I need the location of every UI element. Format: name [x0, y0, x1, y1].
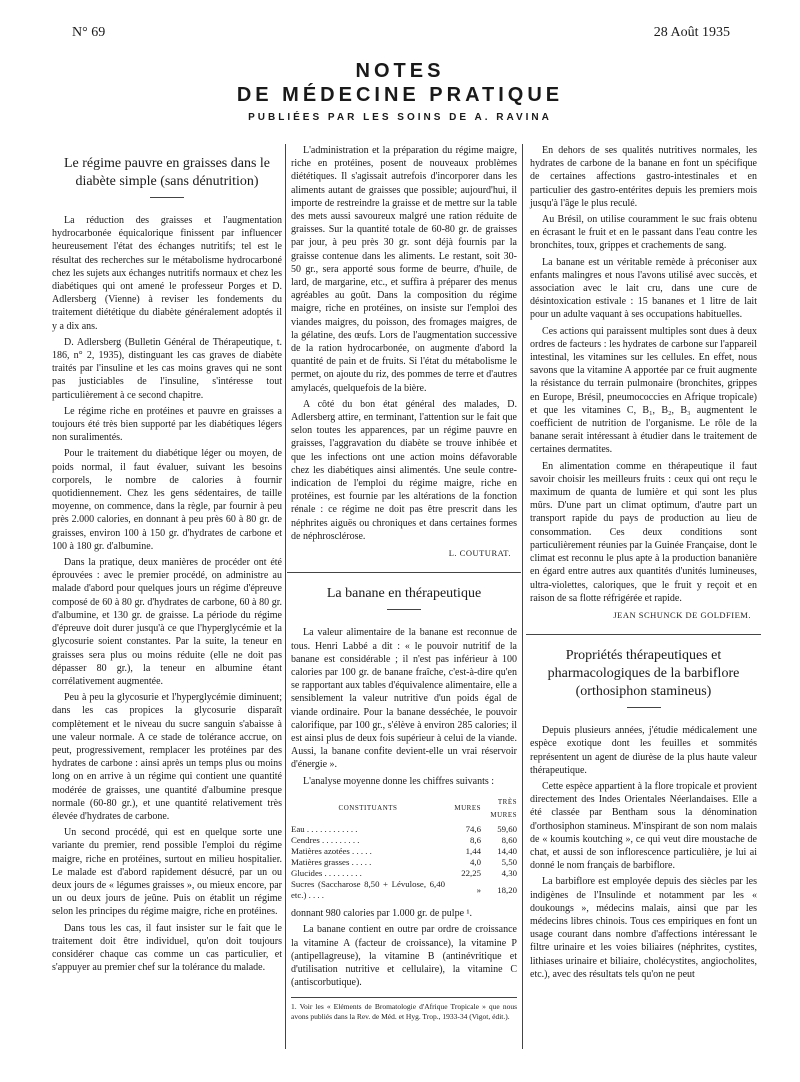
footnote: 1. Voir les « Eléments de Bromatologie d'Afrique Tropicale » que nous avons publiés dans la Rev. de Méd. et Hyg. Trop., 1933-34 (Vigot, édit.).	[291, 997, 517, 1021]
paragraph: La banane est un véritable remède à préconiser aux enfants malingres et nous l'avons utilisé avec succès, et association avec le lait cru, dans une cure de désintoxication estivale : 15 bananes et 1 litre de lait pour un adulte vaquant à ses occupations habituelles.	[530, 256, 757, 321]
paragraph: Pour le traitement du diabétique léger ou moyen, de poids normal, il faut évaluer, suivant les besoins corporels, le nombre de calories à fournir quotidiennement. Chez les gens sédentaires, de taille moyenne, on commence, dans la règle, par fournir à peu près 2.000 calories, en donnant à peu près 60 à 80 gr. de graisses, environ 100 à 150 gr. d'hydrates de carbone et 100 à 180 gr. d'albumine.	[52, 448, 282, 552]
paragraph: Dans tous les cas, il faut insister sur le fait que le traitement doit être individuel, qu'on doit toujours considérer chaque cas comme un cas particulier, et s'appuyer au premier chef sur la tolérance du malade.	[52, 922, 282, 974]
table-row	[291, 824, 517, 835]
table-cell: Matières azotées . . . . .	[291, 846, 372, 857]
title-rule	[627, 707, 661, 708]
table-cell: »	[476, 884, 481, 895]
paragraph: La banane contient en outre par ordre de croissance la vitamine A (facteur de croissance), la vitamine P (antipellagreuse), la vitamine B (antinévritique et d'utilisation nutritive et cellulaire), la vitamine C (antiscorbutique).	[291, 924, 517, 989]
section-rule	[287, 572, 521, 573]
paragraph: Un second procédé, qui est en quelque sorte une variante du premier, rend possible l'emploi du régime maigre, riche en protéines, surtout en milieu hospitalier. Le malade est d'abord rapidement désucré, par un ou deux jours de « légumes graisses », ou mieux encore, par un ou deux jours de jeûne. Puis on établit un régime selon les principes du régime maigre, riche en protéines.	[52, 827, 282, 918]
composition-table	[291, 794, 517, 901]
table-cell: 5,50	[501, 857, 517, 868]
table-cell: 22,25	[461, 868, 481, 879]
paragraph: D. Adlersberg (Bulletin Général de Thérapeutique, t. 186, n° 2, 1935), distinguant les cas graves de diabète traités par l'insuline et les cas moins graves qui ne sont pas justiciables de l'insuline, s'intéresse tout particulièrement à ce second chapitre.	[52, 336, 282, 401]
paragraph: Depuis plusieurs années, j'étudie médicalement une espèce exotique dont les feuilles et sommités représentent un agent de diurèse de la plus haute valeur thérapeutique.	[530, 725, 757, 776]
table-cell: Glucides . . . . . . . . .	[291, 868, 362, 879]
paragraph: Cette espèce appartient à la flore tropicale et provient directement des Indes Orientales Néerlandaises. Elle a été classée par Bentham sous la dénomination d'orthosiphon stamineus. M'inspirant de son nom malais de « koumis koutching », ce qui veut dire moustache de chat, et aussi de son inflorescence particulière, je lui ai donné le nom français de barbiflore.	[530, 780, 757, 872]
table-cell: Eau . . . . . . . . . . . .	[291, 824, 358, 835]
table-row	[291, 879, 517, 901]
table-cell: 74,6	[465, 824, 481, 835]
paragraph: La barbiflore est employée depuis des siècles par les indigènes de l'Insulinde et notamment par les « doukoungs », médecins malais, ainsi que par les médecins libres chinois. Tous ces empiriques en font un usage courant dans nombre d'affections intéressant le filtre urinaire et les voies biliaires (néphrites, cystites, lithiases urinaire et biliaire, cholécystites, angiocholites, etc.), avec des résultats tels qu'on ne peut	[530, 876, 757, 980]
article-title: Le régime pauvre en graisses dans le diabète simple (sans dénutrition)	[63, 156, 271, 189]
masthead-line-1: NOTES	[355, 60, 445, 82]
masthead-subtitle: PUBLIÉES PAR LES SOINS DE A. RAVINA	[248, 112, 552, 123]
table-cell: Matières grasses . . . . .	[291, 857, 372, 868]
title-rule	[387, 609, 421, 610]
table-row	[291, 857, 517, 868]
table-cell: 59,60	[497, 824, 517, 835]
paragraph: Dans la pratique, deux manières de procéder ont été éprouvées : avec le premier procédé, on administre au malade d'abord pour quelques jours un régime d'épreuve composé de 60 à 80 gr. d'hydrates de carbone, 60 à 80 gr. d'albumine, et 130 gr. de graisse. La période du régime d'épreuve doit durer jusqu'à ce que l'hyperglycémie et la glycosurie soient constantes. Par la suite, la teneur en graisses sera plus ou moins réduite (elle ne doit pas dépasser 80 gr.), la teneur en albumine étant corrélativement augmentée.	[52, 557, 282, 687]
title-rule	[150, 197, 184, 198]
table-header: TRÈS MURES	[490, 797, 517, 819]
column-divider	[285, 144, 286, 1049]
table-cell: 8,6	[470, 835, 481, 846]
table-cell: 8,60	[501, 835, 517, 846]
author-signature: L. COUTURAT.	[448, 548, 511, 559]
table-cell: 4,30	[501, 868, 517, 879]
column-2	[291, 144, 517, 1021]
paragraph: L'administration et la préparation du régime maigre, riche en protéines, posent de nouveaux problèmes diététiques. Il s'agissait autrefois d'incorporer dans les aliments autant de graisses que possible; aujourd'hui, il importe de restreindre la graisse et de mettre sur la table des mets aussi savoureux malgré une ration réduite de graisses. Sur la quantité totale de 60-80 gr. de graisses par jour, à peu près 30 gr. sont déjà fournis par la graisse contenue dans les aliments. Le restant, soit 30-50 gr., sera apporté sous forme de beurre, d'huile, de lard, de margarine, etc., et suffira à préparer des menus agréables au goût. Dans la composition du régime maigre, riche en protéines, on insiste sur l'emploi des viandes maigres, du poisson, des fromages maigres, de la gélatine, des œufs. Lors de l'augmentation successive de la ration hydrocarbonée, on augmente d'abord la quantité de pain et de fruits. Si l'état du métabolisme le permet, on ajoute du riz, des pommes de terre et d'autres amylacés, quelquefois de la bière.	[291, 145, 517, 394]
column-3	[530, 144, 757, 984]
column-1	[52, 155, 282, 977]
author-signature: JEAN SCHUNCK DE GOLDFIEM.	[613, 609, 751, 620]
paragraph: donnant 980 calories par 1.000 gr. de pulpe ¹.	[291, 908, 473, 920]
paragraph: En alimentation comme en thérapeutique il faut savoir choisir les meilleurs fruits : ceux qui ont reçu le maximum de quanta de lumière et qui sont les plus mûrs. D'une part un climat optimum, d'autre part un transport rapide du pays de production au lieu de consommation. Ces deux conditions sont particulièrement réunies par la Guinée Française, dont le climat est reconnu le plus apte à la production bananière en égard entre autres aux quantités d'unités lumineuses, ultra-violettes, caloriques, que le fruit y reçoit et en raison de sa flotte réfrigérée et rapide.	[530, 460, 757, 604]
paragraph: Au Brésil, on utilise couramment le suc frais obtenu en écrasant le fruit et en le passant dans l'eau contre les bronchites, toux, grippes et crachements de sang.	[530, 214, 757, 252]
table-header-row	[291, 794, 517, 824]
table-cell: 1,44	[465, 846, 481, 857]
paragraph: Ces actions qui paraissent multiples sont dues à deux ordres de facteurs : les hydrates de carbone sur l'appareil intestinal, les vitamines sur les cellules. En effet, nous savons que la vitamine A apportée par ce fruit augmente la résistance du terrain pulmonaire (bronchites, grippes en Europe, Brésil, pneumococcies en Afrique tropicale) et que les vitamines C, B₁, B₂, B₃ augmentent le coefficient de nutrition de l'organisme. Le rôle de la banane serait intéressant à étudier dans le traitement de certaines dermatites.	[530, 325, 757, 456]
table-cell: 14,40	[497, 846, 517, 857]
paragraph: En dehors de ses qualités nutritives normales, les hydrates de carbone de la banane en font un spécifique de certaines affections gastro-intestinales et en particulier des gastro-entérites depuis les premiers mois jusqu'à l'âge le plus reculé.	[530, 145, 757, 209]
paragraph: A côté du bon état général des malades, D. Adlersberg attire, en terminant, l'attention sur le fait que selon toutes les apparences, par un régime pauvre en graisses, l'aggravation du diabète se trouve inhibée et que les infections ont une action moins défavorable chez les diabétiques ainsi alimentés. Une seule contre-indication de l'emploi du régime maigre, riche en protéines, est fournie par les altérations de la fonction rénale : ce régime ne doit pas être prescrit dans les néphrites aiguës ou chroniques et dans certaines formes de néphrosclérose.	[291, 398, 517, 542]
masthead-line-2: DE MÉDECINE PRATIQUE	[236, 84, 564, 106]
paragraph: La valeur alimentaire de la banane est reconnue de tous. Henri Labbé a dit : « le pouvoir nutritif de la banane est considérable ; il n'est pas inférieur à 100 calories par 100 gr. de banane fraîche, c'est-à-dire qu'en se rapportant aux tables d'équivalence alimentaire, elle a sensiblement la valeur nutritive d'un poids égal de viande ordinaire. Pour la banane desséchée, le pouvoir calorifique, par 100 gr., s'élève à environ 285 calories; il est ainsi plus de deux fois supérieur à celui de la viande. Aussi, la banane confite devient-elle un vrai réservoir d'énergie ».	[291, 627, 517, 771]
table-cell: 4,0	[470, 857, 481, 868]
table-row	[291, 846, 517, 857]
table-row	[291, 835, 517, 846]
issue-date: 28 Août 1935	[653, 25, 730, 40]
article-title: La banane en thérapeutique	[326, 586, 482, 602]
article-title: Propriétés thérapeutiques et pharmacologiques de la barbiflore (orthosiphon stamineus)	[547, 648, 740, 700]
paragraph: Peu à peu la glycosurie et l'hyperglycémie diminuent; dans les cas propices la glycosurie disparaît complètement et le niveau du sucre sanguin s'abaisse à une valeur normale. A ce stade de tolérance accrue, on peut, progressivement, remplacer les protéines par des hydrates de carbone : ainsi après un temps plus ou moins long on en arrive à un régime qui contient une quantité modérée de graisses, une quantité d'albumine presque normale (60-80 gr.), et une quantité relativement très élevée d'hydrates de carbone.	[52, 692, 282, 822]
table-header: CONSTITUANTS	[338, 804, 398, 813]
paragraph: Le régime riche en protéines et pauvre en graisses a toujours été très bien supporté par les diabétiques légers non suralimentés.	[52, 405, 282, 444]
issue-number: N° 69	[72, 25, 106, 40]
table-header: MURES	[454, 804, 481, 813]
table-cell: 18,20	[497, 884, 517, 895]
section-rule	[526, 634, 761, 635]
column-divider	[522, 144, 523, 1049]
paragraph: L'analyse moyenne donne les chiffres suivants :	[303, 775, 495, 787]
table-cell: Sucres (Saccharose 8,50 + Lévulose, 6,40 etc.) . . . .	[291, 879, 445, 901]
paragraph: La réduction des graisses et l'augmentation hydrocarbonée équicalorique finissent par influencer heureusement l'état des échanges nutritifs; tel est le résultat des recherches sur le métabolisme hydrocarboné chez les sujets aux échanges nutritifs normaux et chez les diabétiques qui ont amené le professeur Porges et D. Adlersberg (Vienne) à reviser les fondements du traitement diététique du diabète généralement adoptés il y a dix ans.	[52, 215, 282, 332]
table-cell: Cendres . . . . . . . . .	[291, 835, 360, 846]
table-row	[291, 868, 517, 879]
